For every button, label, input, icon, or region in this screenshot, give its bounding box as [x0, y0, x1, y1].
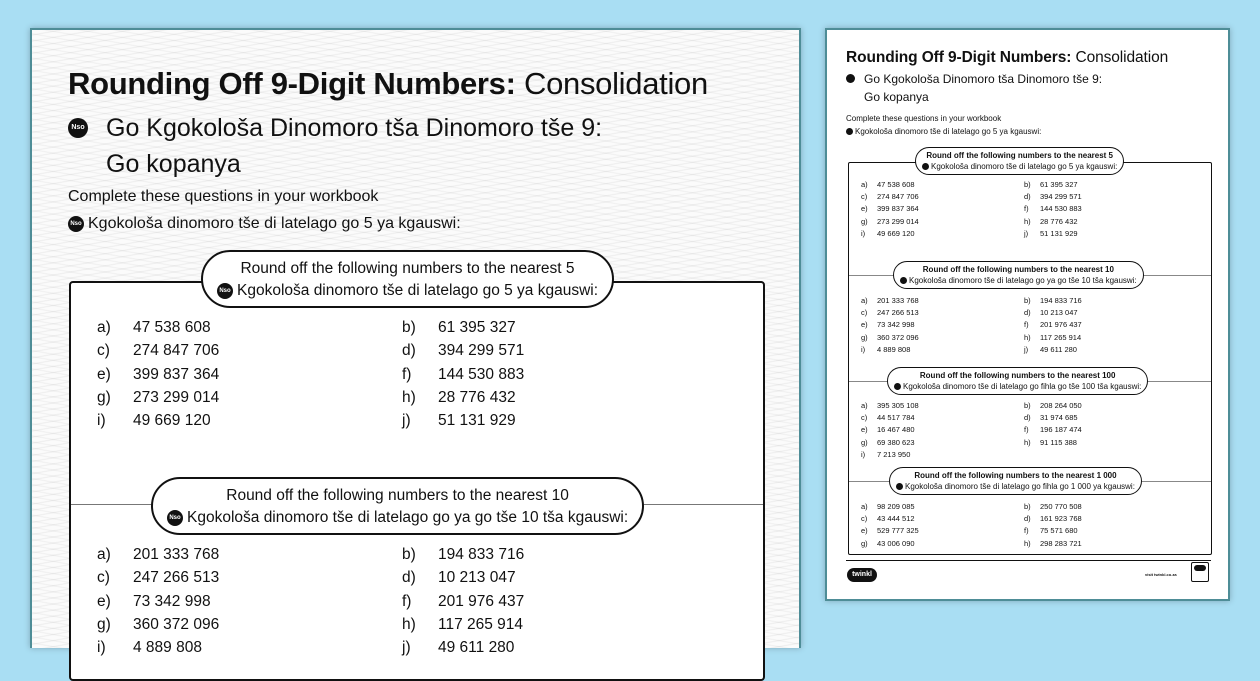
question-value: 4 889 808	[133, 639, 202, 657]
question-label: f)	[1024, 320, 1029, 330]
question-label: f)	[1024, 526, 1029, 536]
question-value: 117 265 914	[438, 615, 524, 633]
question-label: c)	[861, 514, 868, 524]
question-value: 201 333 768	[877, 296, 919, 305]
section-heading-nso: Kgokološa dinomoro tše di latelago go ya go tše 10 tša kgauswi:	[909, 276, 1137, 285]
question-value: 61 395 327	[438, 319, 516, 336]
question-label: c)	[97, 342, 110, 360]
question-value: 91 115 388	[1040, 437, 1077, 447]
question-label: b)	[1024, 401, 1031, 410]
question-label: a)	[97, 319, 111, 336]
thumb-instruction-en: Complete these questions in your workbook	[846, 114, 1002, 123]
thumb-section-heading-5	[915, 147, 1124, 175]
thumb-question-list-1000	[861, 502, 1201, 551]
question-value: 10 213 047	[438, 569, 516, 587]
question-value: 394 299 571	[1040, 192, 1082, 202]
question-value: 360 372 096	[877, 332, 919, 342]
question-value: 529 777 325	[877, 526, 919, 536]
question-label: h)	[1024, 538, 1031, 548]
language-badge-icon	[896, 483, 903, 490]
question-value: 69 380 623	[877, 437, 915, 447]
question-value: 51 131 929	[1040, 228, 1078, 238]
subtitle-line-2: Go kopanya	[864, 90, 929, 104]
section-heading-en: Round off the following numbers to the nearest 5	[240, 260, 575, 277]
question-value: 4 889 808	[877, 344, 911, 354]
worksheet-title	[68, 66, 708, 102]
question-row	[861, 413, 1201, 425]
question-row	[861, 204, 1201, 216]
question-value: 44 517 784	[877, 413, 915, 423]
question-label: d)	[1024, 308, 1031, 318]
language-badge-icon: Nso	[167, 510, 183, 526]
question-row	[97, 366, 737, 389]
footer-visit-text: visit twinkl.co.za	[1145, 572, 1177, 577]
question-label: e)	[861, 425, 868, 435]
question-value: 298 283 721	[1040, 538, 1082, 548]
question-value: 75 571 680	[1040, 526, 1078, 536]
question-label: j)	[1024, 228, 1029, 238]
language-badge-icon	[846, 128, 853, 135]
question-label: h)	[1024, 332, 1031, 342]
question-label: e)	[861, 526, 868, 536]
title-light: Consolidation	[1075, 49, 1169, 66]
section-heading-nso: Kgokološa dinomoro tše di latelago go fihla go tše 100 tša kgauswi:	[903, 382, 1142, 391]
section-heading-en: Round off the following numbers to the nearest 100	[919, 371, 1116, 380]
question-label: h)	[402, 388, 416, 406]
language-badge-icon	[900, 277, 907, 284]
instruction-nso	[68, 215, 461, 233]
question-row	[861, 180, 1201, 192]
section-heading-en: Round off the following numbers to the nearest 10	[922, 265, 1114, 274]
question-row	[97, 639, 737, 662]
language-badge-icon	[846, 74, 855, 83]
question-row	[861, 229, 1201, 241]
question-label: b)	[402, 319, 416, 336]
question-label: h)	[402, 615, 416, 633]
subtitle-line-1: Go Kgokološa Dinomoro tša Dinomoro tše 9:	[106, 114, 603, 142]
question-label: b)	[402, 546, 416, 563]
question-row	[861, 438, 1201, 450]
question-label: j)	[402, 639, 411, 657]
question-value: 31 974 685	[1040, 413, 1078, 423]
question-label: g)	[861, 332, 868, 342]
question-label: a)	[861, 180, 868, 189]
question-value: 10 213 047	[1040, 308, 1078, 318]
thumb-section-heading-1000	[889, 467, 1142, 495]
language-badge-icon	[922, 163, 929, 170]
question-value: 196 187 474	[1040, 425, 1082, 435]
thumb-question-list-10	[861, 296, 1201, 357]
question-label: g)	[861, 538, 868, 548]
language-badge-icon: Nso	[68, 216, 84, 232]
quality-seal-icon	[1191, 562, 1209, 582]
question-value: 360 372 096	[133, 615, 220, 633]
section-heading-en: Round off the following numbers to the nearest 1 000	[914, 471, 1117, 480]
question-label: i)	[861, 228, 866, 238]
thumb-question-list-100	[861, 401, 1201, 462]
question-row	[861, 192, 1201, 204]
question-value: 250 770 508	[1040, 502, 1082, 511]
question-row	[861, 526, 1201, 538]
question-row	[861, 514, 1201, 526]
question-row	[97, 546, 737, 569]
questions-box	[69, 260, 765, 681]
question-row	[97, 616, 737, 639]
question-value: 47 538 608	[133, 319, 211, 336]
question-label: j)	[402, 412, 411, 430]
question-row	[97, 342, 737, 365]
question-row	[861, 296, 1201, 308]
question-label: j)	[1024, 344, 1029, 354]
question-value: 201 976 437	[438, 592, 525, 610]
thumb-instruction-nso	[846, 127, 1041, 136]
question-value: 399 837 364	[877, 204, 919, 214]
question-value: 274 847 706	[877, 192, 919, 202]
question-row	[97, 593, 737, 616]
question-label: c)	[97, 569, 110, 587]
question-value: 49 669 120	[877, 228, 915, 238]
twinkl-logo-icon: twinkl	[847, 568, 877, 582]
question-label: i)	[861, 344, 866, 354]
question-label: c)	[861, 413, 868, 423]
question-label: d)	[402, 342, 416, 360]
question-value: 201 333 768	[133, 546, 220, 563]
question-row	[97, 569, 737, 592]
question-value: 274 847 706	[133, 342, 220, 360]
section-heading-nso: Kgokološa dinomoro tše di latelago go 5 ya kgauswi:	[237, 282, 599, 299]
section-heading-nearest-10	[151, 477, 644, 535]
question-label: c)	[861, 308, 868, 318]
question-value: 49 611 280	[438, 639, 515, 657]
thumb-section-heading-10	[893, 261, 1144, 289]
question-value: 73 342 998	[133, 592, 211, 610]
question-label: a)	[861, 401, 868, 410]
instruction-nso-text: Kgokološa dinomoro tše di latelago go 5 ya kgauswi:	[855, 127, 1042, 136]
question-row	[861, 345, 1201, 357]
question-label: e)	[97, 592, 111, 610]
question-row	[97, 389, 737, 412]
thumb-question-list-5	[861, 180, 1201, 241]
title-light: Consolidation	[523, 66, 708, 101]
question-label: g)	[861, 216, 868, 226]
section-heading-nearest-5	[201, 250, 614, 308]
question-label: e)	[861, 320, 868, 330]
question-label: g)	[97, 615, 111, 633]
question-value: 49 611 280	[1040, 344, 1077, 354]
question-row	[861, 320, 1201, 332]
question-value: 51 131 929	[438, 412, 516, 430]
question-row	[861, 401, 1201, 413]
question-row	[861, 425, 1201, 437]
question-value: 161 923 768	[1040, 514, 1082, 524]
language-badge-icon	[894, 383, 901, 390]
question-label: f)	[1024, 204, 1029, 214]
question-value: 273 299 014	[877, 216, 919, 226]
question-row	[861, 539, 1201, 551]
question-label: f)	[1024, 425, 1029, 435]
section-heading-nso: Kgokološa dinomoro tše di latelago go fihla go 1 000 ya kgauswi:	[905, 482, 1135, 491]
question-value: 47 538 608	[877, 180, 915, 189]
question-row	[861, 333, 1201, 345]
question-value: 208 264 050	[1040, 401, 1082, 410]
instruction-en: Complete these questions in your workbook	[68, 188, 379, 205]
question-label: b)	[1024, 296, 1031, 305]
question-value: 144 530 883	[438, 365, 525, 383]
question-value: 73 342 998	[877, 320, 915, 330]
question-label: g)	[97, 388, 111, 406]
question-value: 28 776 432	[1040, 216, 1078, 226]
question-value: 247 266 513	[877, 308, 919, 318]
question-label: f)	[402, 592, 412, 610]
thumb-section-heading-100	[887, 367, 1148, 395]
question-row	[861, 502, 1201, 514]
question-label: i)	[97, 639, 106, 657]
question-row	[97, 319, 737, 342]
worksheet-zoomed-view	[30, 28, 801, 657]
question-label: a)	[861, 502, 868, 511]
question-row	[861, 450, 1201, 462]
question-label: b)	[1024, 180, 1031, 189]
title-bold: Rounding Off 9-Digit Numbers:	[846, 49, 1072, 66]
question-value: 201 976 437	[1040, 320, 1082, 330]
question-label: h)	[1024, 437, 1031, 447]
question-value: 194 833 716	[438, 546, 525, 563]
question-value: 28 776 432	[438, 388, 516, 406]
question-label: d)	[1024, 192, 1031, 202]
title-bold: Rounding Off 9-Digit Numbers:	[68, 66, 516, 101]
instruction-nso-text: Kgokološa dinomoro tše di latelago go 5 ya kgauswi:	[88, 215, 461, 232]
question-value: 43 444 512	[877, 514, 915, 524]
question-value: 194 833 716	[1040, 296, 1082, 305]
question-row	[97, 412, 737, 435]
question-value: 247 266 513	[133, 569, 220, 587]
question-label: i)	[861, 449, 866, 459]
question-label: a)	[861, 296, 868, 305]
question-label: e)	[861, 204, 868, 214]
language-badge-icon: Nso	[68, 118, 88, 138]
question-label: i)	[97, 412, 106, 430]
question-label: a)	[97, 546, 111, 563]
worksheet-thumbnail	[825, 28, 1230, 601]
question-value: 16 467 480	[877, 425, 915, 435]
question-value: 98 209 085	[877, 502, 915, 511]
question-label: e)	[97, 365, 111, 383]
subtitle-line-1: Go Kgokološa Dinomoro tša Dinomoro tše 9:	[864, 72, 1103, 86]
question-label: h)	[1024, 216, 1031, 226]
question-value: 49 669 120	[133, 412, 211, 430]
question-label: f)	[402, 365, 412, 383]
question-label: c)	[861, 192, 868, 202]
section-heading-nso: Kgokološa dinomoro tše di latelago go 5 ya kgauswi:	[931, 162, 1118, 171]
question-value: 117 265 914	[1040, 332, 1082, 342]
question-value: 7 213 950	[877, 449, 911, 459]
section-heading-en: Round off the following numbers to the nearest 10	[226, 487, 569, 504]
thumb-title	[846, 49, 1168, 67]
footer-divider	[846, 560, 1211, 561]
question-value: 144 530 883	[1040, 204, 1082, 214]
question-value: 273 299 014	[133, 388, 220, 406]
question-label: d)	[1024, 514, 1031, 524]
question-value: 399 837 364	[133, 365, 220, 383]
question-row	[861, 308, 1201, 320]
question-row	[861, 217, 1201, 229]
question-list-nearest-5	[97, 319, 737, 435]
section-heading-nso: Kgokološa dinomoro tše di latelago go ya go tše 10 tša kgauswi:	[187, 509, 629, 526]
language-badge-icon: Nso	[217, 283, 233, 299]
question-label: d)	[402, 569, 416, 587]
question-value: 394 299 571	[438, 342, 525, 360]
section-heading-en: Round off the following numbers to the nearest 5	[926, 151, 1113, 160]
question-label: d)	[1024, 413, 1031, 423]
question-value: 61 395 327	[1040, 180, 1078, 189]
question-value: 395 305 108	[877, 401, 919, 410]
question-label: b)	[1024, 502, 1031, 511]
question-label: g)	[861, 437, 868, 447]
subtitle-line-2: Go kopanya	[106, 150, 241, 178]
question-value: 43 006 090	[877, 538, 915, 548]
thumb-questions-box	[848, 151, 1212, 555]
question-list-nearest-10	[97, 546, 737, 662]
